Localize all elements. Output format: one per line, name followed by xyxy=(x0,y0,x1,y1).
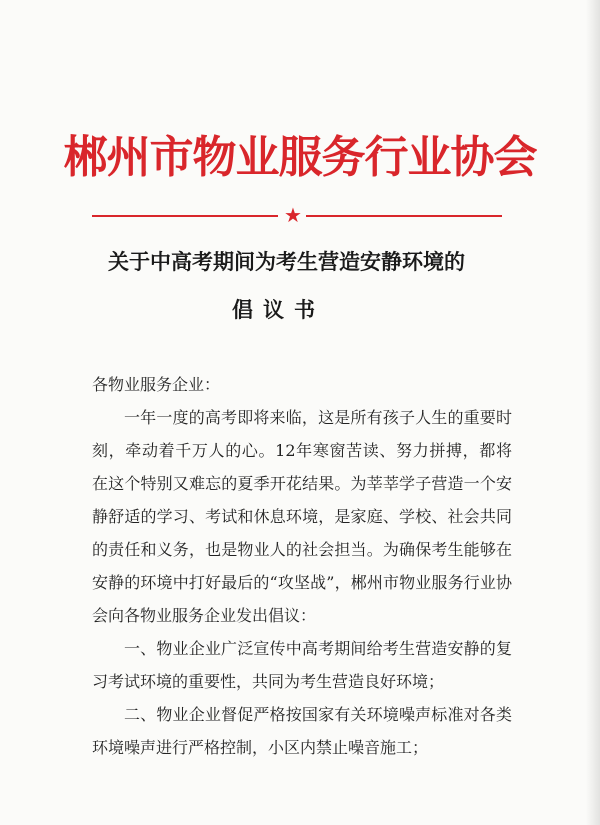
masthead-rule-left xyxy=(92,215,278,217)
document-body xyxy=(92,368,512,764)
paragraph-item-1: 一、物业企业广泛宣传中高考期间给考生营造安静的复习考试环境的重要性，共同为考生营造良好环境； xyxy=(92,639,512,691)
document-title-line2: 倡议书 xyxy=(232,297,325,322)
star-icon: ★ xyxy=(284,203,302,227)
paragraph-item-2: 二、物业企业督促严格按国家有关环境噪声标准对各类环境噪声进行严格控制，小区内禁止噪音施工； xyxy=(92,705,512,757)
masthead-title: 郴州市物业服务行业协会 xyxy=(63,132,537,183)
paragraph-intro: 一年一度的高考即将来临，这是所有孩子人生的重要时刻，牵动着千万人的心。12年寒窗苦读、努力拼搏，都将在这个特别又难忘的夏季开花结果。为莘莘学子营造一个安静舒适的学习、考试和休息环境，是家庭、学校、社会共同的责任和义务，也是物业人的社会担当。为确保考生能够在安静的环境中打好最后的“攻坚战”，郴州市物业服务行业协会向各物业服务企业发出倡议： xyxy=(92,408,512,625)
document-title-line1: 关于中高考期间为考生营造安静环境的 xyxy=(108,249,465,274)
masthead-rule-right xyxy=(306,215,502,217)
scan-edge-shadow xyxy=(586,0,600,825)
salutation: 各物业服务企业： xyxy=(92,375,221,394)
